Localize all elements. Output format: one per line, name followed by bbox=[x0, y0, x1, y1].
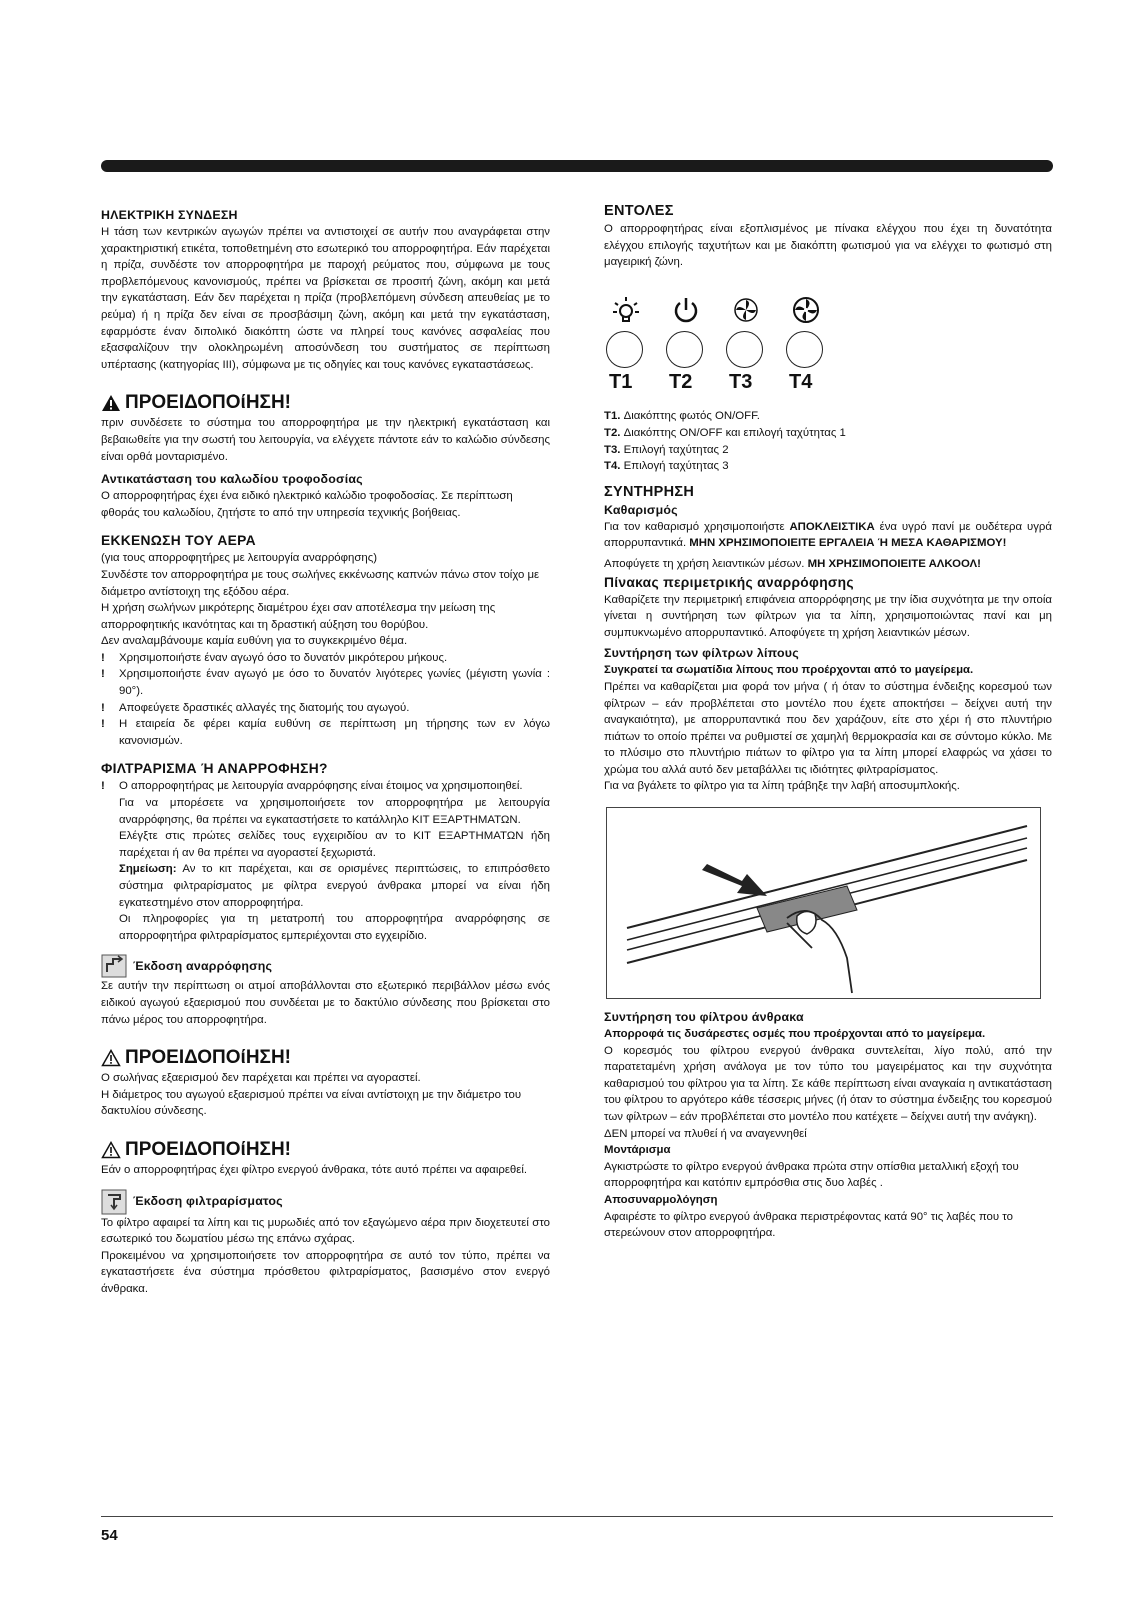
legend-item: T2. Διακόπτης ON/OFF και επιλογή ταχύτητας 1 bbox=[604, 426, 846, 439]
t1-label: T1 bbox=[609, 370, 633, 393]
carbon-wash: ΔΕΝ μπορεί να πλυθεί ή να αναγεννηθεί bbox=[604, 1127, 807, 1140]
t3-button-circle[interactable] bbox=[726, 331, 763, 368]
list-item: ! Χρησιμοποιήστε έναν αγωγό όσο το δυνατόν μικρότερου μήκους. bbox=[101, 651, 448, 664]
maintenance-title: ΣΥΝΤΗΡΗΣΗ bbox=[604, 483, 695, 500]
perimeter-text: Καθαρίζετε την περιμετρική επιφάνεια απορρόφησης με την ίδια συχνότητα με την οποία γίνεται η συντήρηση των φίλτρων για τα λίπη, χρησιμοποιώντας πανί και μη συμπυκνωμένο απορρυπαντικό. Αποφύγετε τη χρήση λειαντικών μέσων. bbox=[604, 593, 1052, 639]
list-item: ! Χρησιμοποιήστε έναν αγωγό με όσο το δυνατόν λιγότερες γωνίες (μέγιστη γωνία : 90°). bbox=[101, 668, 550, 698]
warning-heading-2: ΠΡΟΕΙΔΟΠΟίΗΣΗ! bbox=[101, 1046, 550, 1070]
exhaust-bullets bbox=[101, 650, 550, 750]
t1-button-circle[interactable] bbox=[606, 331, 643, 368]
footer-rule bbox=[101, 1516, 1053, 1517]
filtering-p2: Ελέγξτε στις πρώτες σελίδες τους εγχειριδίου αν το ΚΙΤ ΕΞΑΡΤΗΜΑΤΩΝ ήδη παρέχεται ή αν θα πρέπει να αγοραστεί ξεχωριστά. bbox=[119, 830, 550, 859]
controls-title: ΕΝΤΟΛΕΣ bbox=[604, 203, 674, 219]
warning-text-3: Εάν ο απορροφητήρας έχει φίλτρο ενεργού άνθρακα, τότε αυτό πρέπει να αφαιρεθεί. bbox=[101, 1163, 528, 1176]
filter-version-icon bbox=[101, 1189, 127, 1215]
filtering-note: Σημείωση: Αν το κιτ παρέχεται, και σε ορισμένες περιπτώσεις, το επιπρόσθετο σύστημα φιλτραρίσματος με φίλτρα ενεργού άνθρακα μπορεί να είναι ήδη εγκατεστημένο στον απορροφητήρα. bbox=[119, 863, 550, 909]
avoid-text: Αποφύγετε τη χρήση λειαντικών μέσων. ΜΗ ΧΡΗΣΙΜΟΠΟΙΕΙΤΕ ΑΛΚΟΟΛ! bbox=[604, 557, 981, 570]
t3-label: T3 bbox=[729, 370, 753, 393]
perimeter-title: Πίνακας περιμετρικής αναρρόφησης bbox=[604, 574, 854, 590]
list-item: ! Ο απορροφητήρας με λειτουργία αναρρόφησης είναι έτοιμος να χρησιμοποιηθεί. bbox=[101, 780, 523, 793]
warning-filled-icon bbox=[101, 394, 121, 412]
t4-button-circle[interactable] bbox=[786, 331, 823, 368]
control-button-t4[interactable] bbox=[786, 293, 846, 391]
exhaust-title: ΕΚΚΕΝΩΣΗ ΤΟΥ ΑΕΡΑ bbox=[101, 533, 256, 549]
t2-label: T2 bbox=[669, 370, 693, 393]
dismount-title: Αποσυναρμολόγηση bbox=[604, 1194, 718, 1206]
list-item: ! Η εταιρεία δε φέρει καμία ευθύνη σε περίπτωση μη τήρησης των εν λόγω κανονισμών. bbox=[101, 718, 550, 747]
carbon-title: Συντήρηση του φίλτρου άνθρακα bbox=[604, 1010, 804, 1025]
grease-filter-illustration bbox=[606, 807, 1041, 999]
electrical-text: Η τάση των κεντρικών αγωγών πρέπει να αντιστοιχεί σε αυτήν που αναγράφεται στην χαρακτηριστική ετικέτα, τοποθετημένη στο εσωτερικό του απορροφητήρα. Εάν παρέχεται η πρίζα, συνδέστε τον απορροφητήρα με παροχή ρεύματος που, σύμφωνα με τους προβλεπόμενους κανονισμούς, πρέπει να βρίσκεται σε προσιτή ζώνη, ακόμη και μετά την εγκατάσταση. Εάν δεν παρέχεται η πρίζα (προβλεπόμενη σύνδεση απευθείας με το ρεύμα) ή η πρίζα δεν είναι σε προσβάσιμη ζώνη, ακόμη και μετά την εγκατάσταση, εφαρμόστε έναν διπολικό διακόπτη ώστε να πληρεί τους κανόνες ασφαλείας που εξασφαλίζουν την ολοκληρωμένη αποσύνδεση του συστήματος σε περίπτωση υπέρτασης (κατηγορίας III), σύμφωνα με τις οδηγίες και τους κανόνες εγκαταστάσεως. bbox=[101, 226, 550, 371]
filtering-p1: Για να μπορέσετε να χρησιμοποιήσετε τον απορροφητήρα με λειτουργία αναρρόφησης, θα πρέπει να εγκαταστήσετε το κατάλληλο ΚΙΤ ΕΞΑΡΤΗΜΑΤΩΝ. bbox=[119, 797, 550, 826]
warning-text-1: πριν συνδέσετε το σύστημα του απορροφητήρα με την ηλεκτρική εγκατάσταση και βεβαιωθείτε για την σωστή του λειτουργία, να ελέγχετε πάντοτε εάν το καλώδιο σύνδεσης είναι ορθά μονταρισμένο. bbox=[101, 417, 550, 463]
filter-removal-drawing bbox=[607, 808, 1040, 998]
suction-version-title: Έκδοση αναρρόφησης bbox=[133, 958, 273, 973]
control-button-t1[interactable] bbox=[606, 293, 666, 391]
fan-speed-3-icon bbox=[792, 296, 820, 324]
cable-title: Αντικατάσταση του καλωδίου τροφοδοσίας bbox=[101, 472, 363, 487]
filter-version-title: Έκδοση φιλτραρίσματος bbox=[133, 1194, 283, 1209]
power-icon bbox=[671, 295, 701, 325]
warning-text-2: Ο σωλήνας εξαερισμού δεν παρέχεται και πρέπει να αγοραστεί. bbox=[101, 1072, 421, 1085]
header-rule bbox=[101, 160, 1053, 172]
warning-text-2: Η διάμετρος του αγωγού εξαερισμού πρέπει να είναι αντίστοιχη με την διάμετρο του δακτυλίου σύνδεσης. bbox=[101, 1088, 522, 1118]
exhaust-line: Συνδέστε τον απορροφητήρα με τους σωλήνες εκκένωσης καπνών πάνω στον τοίχο με διάμετρο αντίστοιχη της εξόδου αέρα. bbox=[101, 568, 540, 598]
warning-heading-3: ΠΡΟΕΙΔΟΠΟίΗΣΗ! bbox=[101, 1138, 550, 1162]
mount-text: Αγκιστρώστε το φίλτρο ενεργού άνθρακα πρώτα στην οπίσθια μεταλλική εξοχή του απορροφητήρα και κατόπιν εμπρόσθια στις δυο λαβές . bbox=[604, 1160, 1019, 1190]
fan-speed-2-icon bbox=[732, 296, 760, 324]
cleaning-title: Καθαρισμός bbox=[604, 502, 678, 517]
right-column bbox=[604, 202, 1052, 1242]
dismount-text: Αφαιρέστε το φίλτρο ενεργού άνθρακα περιστρέφοντας κατά 90° τις λαβές που το στερεώνουν στον απορροφητήρα. bbox=[604, 1210, 1013, 1240]
suction-version-icon bbox=[101, 954, 127, 978]
list-item: ! Αποφεύγετε δραστικές αλλαγές της διατομής του αγωγού. bbox=[101, 701, 410, 714]
suction-version-text: Σε αυτήν την περίπτωση οι ατμοί αποβάλλονται στο εξωτερικό περιβάλλον μέσω ενός ειδικού αγωγού εξαερισμού που συνδέεται με το δακτύλιο σύνδεσης που βρίσκεται στο πάνω μέρος του απορροφητήρα. bbox=[101, 980, 550, 1026]
warning-outline-icon bbox=[101, 1049, 121, 1067]
control-panel bbox=[606, 293, 1052, 391]
t4-label: T4 bbox=[789, 370, 813, 393]
control-button-t2[interactable] bbox=[666, 293, 726, 391]
exhaust-line: (για τους απορροφητήρες με λειτουργία αναρρόφησης) bbox=[101, 552, 378, 565]
legend-item: T4. Επιλογή ταχύτητας 3 bbox=[604, 460, 729, 473]
page-number: 54 bbox=[101, 1527, 118, 1544]
cleaning-text: Για τον καθαρισμό χρησιμοποιήστε ΑΠΟΚΛΕΙΣΤΙΚΑ ένα υγρό πανί με ουδέτερα υγρά απορρυπαντικά. ΜΗΝ ΧΡΗΣΙΜΟΠΟΙΕΙΤΕ ΕΡΓΑΛΕΙΑ Ή ΜΕΣΑ ΚΑΘΑΡΙΣΜΟΥ! bbox=[604, 520, 1052, 550]
carbon-sub: Απορροφά τις δυσάρεστες οσμές που προέρχονται από το μαγείρεμα. bbox=[604, 1028, 986, 1041]
controls-legend bbox=[604, 408, 1052, 474]
exhaust-line: Η χρήση σωλήνων μικρότερης διαμέτρου έχει σαν αποτέλεσμα την μείωση της απορροφητικής ικανότητας και τη δραστική αύξηση του θορύβου. bbox=[101, 602, 496, 631]
legend-item: T1. Διακόπτης φωτός ON/OFF. bbox=[604, 410, 760, 423]
controls-text: Ο απορροφητήρας είναι εξοπλισμένος με πίνακα ελέγχου που έχει τη δυνατότητα ελέγχου επιλογής ταχυτήτων και με διακόπτη φωτισμού για να ελέγχει το φωτισμό στη μαγειρική ζώνη. bbox=[604, 223, 1052, 269]
warning-heading-1: ΠΡΟΕΙΔΟΠΟίΗΣΗ! bbox=[101, 391, 550, 415]
filtering-p3: Οι πληροφορίες για τη μετατροπή του απορροφητήρα αναρρόφησης σε απορροφητήρα φιλτραρίσματος εμπεριέχονται στο εγχειρίδιο. bbox=[119, 913, 550, 942]
t2-button-circle[interactable] bbox=[666, 331, 703, 368]
light-bulb-icon bbox=[611, 295, 641, 325]
grease-remove: Για να βγάλετε το φίλτρο για τα λίπη τράβηξε την λαβή αποσυμπλοκής. bbox=[604, 780, 960, 793]
mount-title: Μοντάρισμα bbox=[604, 1144, 671, 1157]
warning-outline-icon bbox=[101, 1141, 121, 1159]
grease-sub: Συγκρατεί τα σωματίδια λίπους που προέρχονται από το μαγείρεμα. bbox=[604, 664, 974, 677]
cable-text: Ο απορροφητήρας έχει ένα ειδικό ηλεκτρικό καλώδιο τροφοδοσίας. Σε περίπτωση φθοράς του καλωδίου, ζητήστε το από την υπηρεσία τεχνικής βοήθειας. bbox=[101, 490, 513, 519]
control-button-t3[interactable] bbox=[726, 293, 786, 391]
left-column bbox=[101, 207, 550, 1298]
filtering-title: ΦΙΛΤΡΑΡΙΣΜΑ Ή ΑΝΑΡΡΟΦΗΣΗ? bbox=[101, 761, 328, 777]
grease-title: Συντήρηση των φίλτρων λίπους bbox=[604, 646, 799, 661]
filter-version-text: Το φίλτρο αφαιρεί τα λίπη και τις μυρωδιές από τον εξαγώμενο αέρα πριν διοχετευτεί στο εσωτερικό του δωματίου μέσω της επάνω σχάρας. bbox=[101, 1216, 550, 1246]
electrical-title: ΗΛΕΚΤΡΙΚΗ ΣΥΝΔΕΣΗ bbox=[101, 208, 238, 222]
filter-version-text: Προκειμένου να χρησιμοποιήσετε τον απορροφητήρα σε αυτό τον τύπο, πρέπει να εγκαταστήσετε ένα σύστημα πρόσθετου φιλτραρίσματος, βασισμένο στον ενεργό άνθρακα. bbox=[101, 1249, 550, 1295]
grease-text: Πρέπει να καθαρίζεται μια φορά τον μήνα ( ή όταν το σύστημα ένδειξης κορεσμού των φίλτρων – εάν προβλέπεται στο μοντέλο που έχετε αποκτήσει – δείχνει αυτή την αναγκαιότητα), με απορρυπαντικά που δεν χαράζουν, είτε στο χέρι ή στο πλυντήριο πιάτων το οποίο πρέπει να ρυθμιστεί σε χαμηλή θερμοκρασία και σε σύντομο κύκλο. Με το πλύσιμο στο πλυντήριο πιάτων το φίλτρο για τα λίπη μπορεί ελαφρώς να χάσει το χρώμα του αλλά αυτό δεν μεταβάλλει τις ιδιότητες φιλτραρίσματος. bbox=[604, 680, 1052, 776]
carbon-text: Ο κορεσμός του φίλτρου ενεργού άνθρακα συντελείται, λίγο πολύ, από την παρατεταμένη χρήση ανάλογα με τον τύπο του μαγειρέματος και την συχνότητα καθαρισμού του φίλτρου για τα λίπη. Σε κάθε περίπτωση είναι αναγκαία η αντικατάσταση του φίλτρου το αργότερο κάθε τέσσερις μήνες (ή όταν το σύστημα ένδειξης του κορεσμού των φίλτρων – εάν προβλέπεται στο μοντέλο που κατέχετε – δείχνει αυτή την ανάγκη). bbox=[604, 1044, 1052, 1124]
exhaust-line: Δεν αναλαμβάνουμε καμία ευθύνη για το συγκεκριμένο θέμα. bbox=[101, 635, 408, 648]
legend-item: T3. Επιλογή ταχύτητας 2 bbox=[604, 443, 729, 456]
